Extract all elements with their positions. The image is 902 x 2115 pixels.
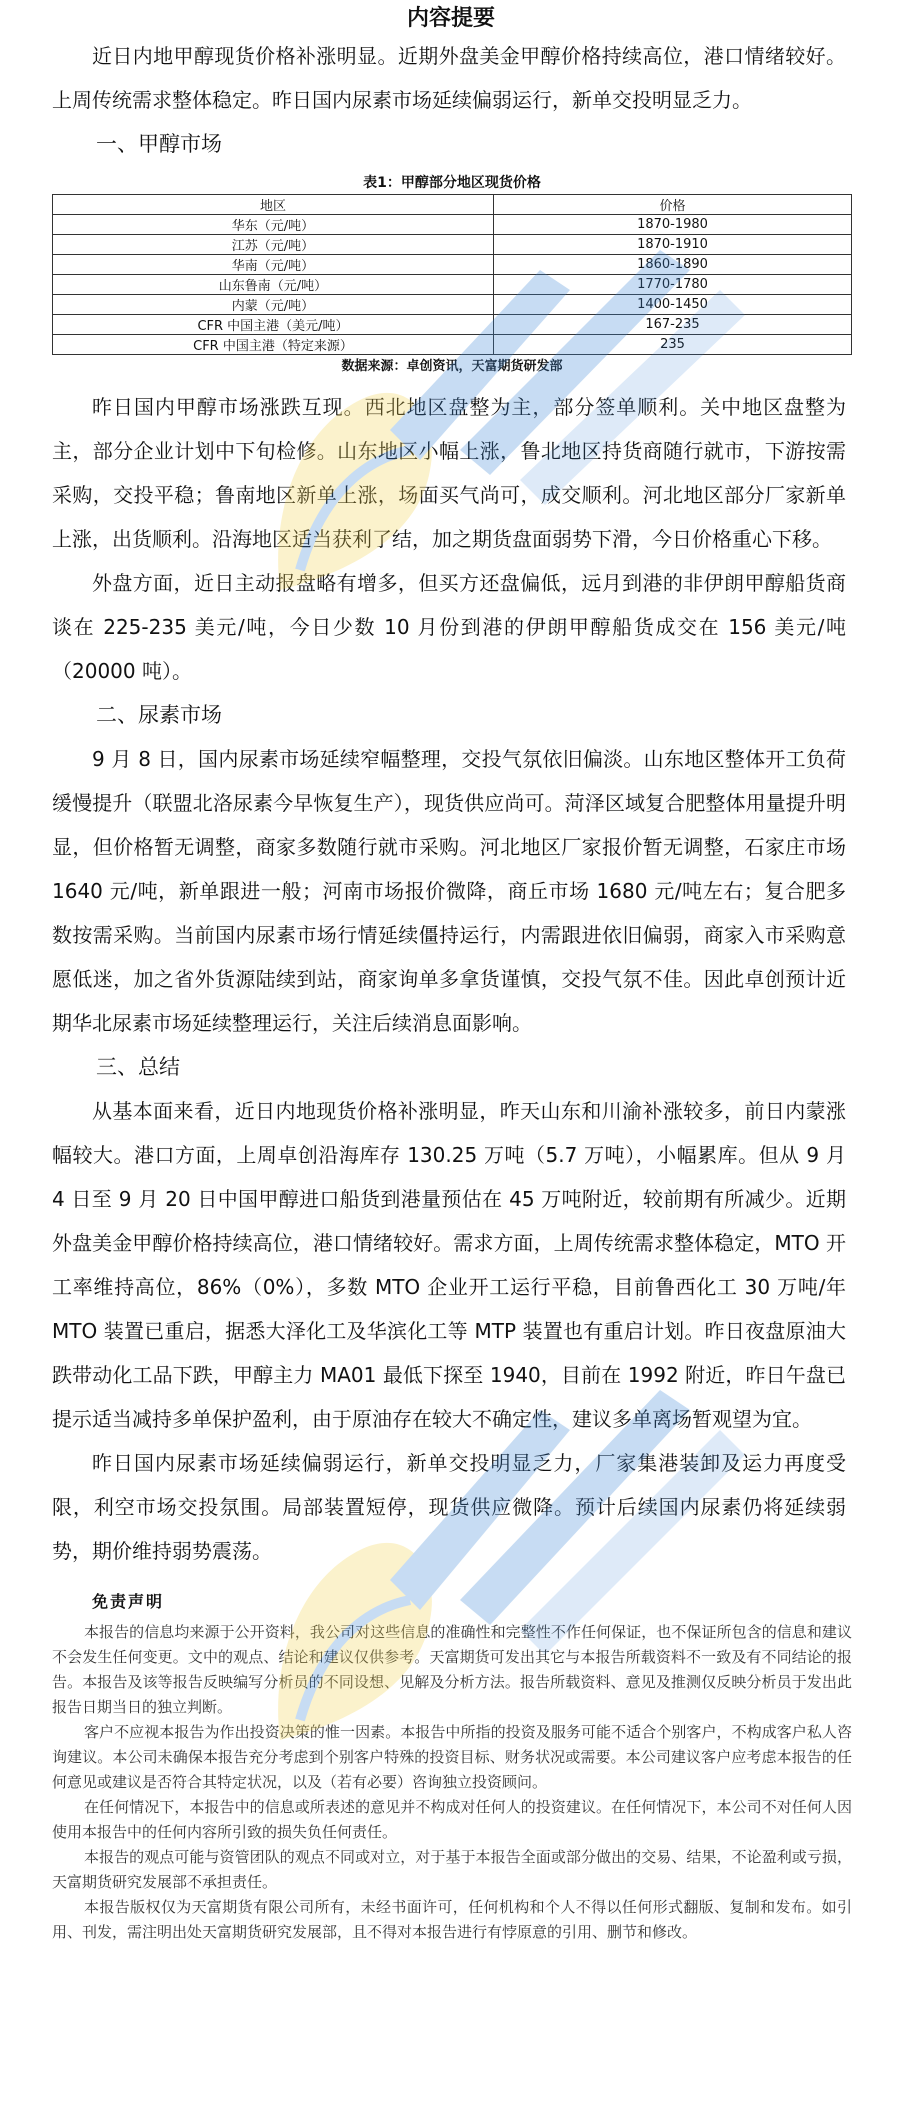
- region-cell: 华南（元/吨）: [53, 255, 494, 275]
- table-header-row: [53, 195, 852, 215]
- disclaimer-paragraph: 客户不应视本报告为作出投资决策的惟一因素。本报告中所指的投资及服务可能不适合个别客户，不构成客户私人咨询建议。本公司未确保本报告充分考虑到个别客户特殊的投资目标、财务状况或需要。本公司建议客户应考虑本报告的任何意见或建议是否符合其特定状况，以及（若有必要）咨询独立投资顾问。: [52, 1723, 852, 1791]
- price-cell: 235: [494, 335, 852, 355]
- summary-paragraph-urea: 昨日国内尿素市场延续偏弱运行，新单交投明显乏力，厂家集港装卸及运力再度受限，利空市场交投氛围。局部装置短停，现货供应微降。预计后续国内尿素仍将延续弱势，期价维持弱势震荡。: [52, 1451, 846, 1563]
- table-row: [53, 315, 852, 335]
- table-row: [53, 235, 852, 255]
- table-row: [53, 335, 852, 355]
- price-cell: 1770-1780: [494, 275, 852, 295]
- section-heading-summary: 三、总结: [96, 1055, 180, 1079]
- region-cell: 江苏（元/吨）: [53, 235, 494, 255]
- methanol-price-table-block: [52, 172, 852, 379]
- page-title: 内容提要: [406, 6, 495, 31]
- urea-paragraph: 9 月 8 日，国内尿素市场延续窄幅整理，交投气氛依旧偏淡。山东地区整体开工负荷缓慢提升（联盟北洛尿素今早恢复生产），现货供应尚可。菏泽区域复合肥整体用量提升明显，但价格暂无调整，商家多数随行就市采购。河北地区厂家报价暂无调整，石家庄市场 1640 元/吨，新单跟进一般；河南市场报价微降，商丘市场 1680 元/吨左右；复合肥多数按需采购。当前国内尿素市场行情延续僵持运行，内需跟进依旧偏弱，商家入市采购意愿低迷，加之省外货源陆续到站，商家询单多拿货谨慎，交投气氛不佳。因此卓创预计近期华北尿素市场延续整理运行，关注后续消息面影响。: [52, 747, 846, 1035]
- price-cell: 1870-1980: [494, 215, 852, 235]
- price-cell: 1870-1910: [494, 235, 852, 255]
- methanol-paragraph-overseas: 外盘方面，近日主动报盘略有增多，但买方还盘偏低，远月到港的非伊朗甲醇船货商谈在 225-235 美元/吨，今日少数 10 月份到港的伊朗甲醇船货成交在 156 美元/吨（20000 吨）。: [52, 571, 846, 683]
- table-caption: 表1：甲醇部分地区现货价格: [363, 175, 541, 191]
- methanol-paragraph-domestic: 昨日国内甲醇市场涨跌互现。西北地区盘整为主，部分签单顺利。关中地区盘整为主，部分企业计划中下旬检修。山东地区小幅上涨，鲁北地区持货商随行就市，下游按需采购，交投平稳；鲁南地区新单上涨，场面买气尚可，成交顺利。河北地区部分厂家新单上涨，出货顺利。沿海地区适当获利了结，加之期货盘面弱势下滑，今日价格重心下移。: [52, 395, 846, 551]
- region-cell: 山东鲁南（元/吨）: [53, 275, 494, 295]
- disclaimer-paragraph: 本报告的信息均来源于公开资料，我公司对这些信息的准确性和完整性不作任何保证，也不保证所包含的信息和建议不会发生任何变更。文中的观点、结论和建议仅供参考。天富期货可发出其它与本报告所载资料不一致及有不同结论的报告。本报告及该等报告反映编写分析员的不同设想、见解及分析方法。报告所载资料、意见及推测仅反映分析员于发出此报告日期当日的独立判断。: [52, 1623, 852, 1716]
- methanol-price-table: [52, 194, 852, 355]
- section-heading-urea: 二、尿素市场: [96, 703, 222, 727]
- intro-paragraph: 近日内地甲醇现货价格补涨明显。近期外盘美金甲醇价格持续高位，港口情绪较好。上周传统需求整体稳定。昨日国内尿素市场延续偏弱运行，新单交投明显乏力。: [52, 44, 846, 112]
- column-header-region: 地区: [53, 195, 494, 215]
- disclaimer-paragraph: 本报告的观点可能与资管团队的观点不同或对立，对于基于本报告全面或部分做出的交易、结果，不论盈利或亏损，天富期货研究发展部不承担责任。: [52, 1848, 852, 1891]
- table-source-note: 数据来源：卓创资讯，天富期货研发部: [341, 359, 563, 374]
- summary-paragraph-methanol: 从基本面来看，近日内地现货价格补涨明显，昨天山东和川渝补涨较多，前日内蒙涨幅较大。港口方面，上周卓创沿海库存 130.25 万吨（5.7 万吨），小幅累库。但从 9 月 4 日至 9 月 20 日中国甲醇进口船货到港量预估在 45 万吨附近，较前期有所减少。近期外盘美金甲醇价格持续高位，港口情绪较好。需求方面，上周传统需求整体稳定，MTO 开工率维持高位，86%（0%），多数 MTO 企业开工运行平稳，目前鲁西化工 30 万吨/年 MTO 装置已重启，据悉大泽化工及华滨化工等 MTP 装置也有重启计划。昨日夜盘原油大跌带动化工品下跌，甲醇主力 MA01 最低下探至 1940，目前在 1992 附近，昨日午盘已提示适当减持多单保护盈利，由于原油存在较大不确定性，建议多单离场暂观望为宜。: [52, 1099, 846, 1431]
- table-row: [53, 255, 852, 275]
- region-cell: 华东（元/吨）: [53, 215, 494, 235]
- price-cell: 1400-1450: [494, 295, 852, 315]
- column-header-price: 价格: [494, 195, 852, 215]
- table-row: [53, 275, 852, 295]
- region-cell: CFR 中国主港（特定来源）: [53, 335, 494, 355]
- section-heading-methanol: 一、甲醇市场: [96, 132, 222, 156]
- region-cell: 内蒙（元/吨）: [53, 295, 494, 315]
- disclaimer-paragraph: 在任何情况下，本报告中的信息或所表述的意见并不构成对任何人的投资建议。在任何情况下，本公司不对任何人因使用本报告中的任何内容所引致的损失负任何责任。: [52, 1798, 852, 1841]
- disclaimer-paragraph: 本报告版权仅为天富期货有限公司所有，未经书面许可，任何机构和个人不得以任何形式翻版、复制和发布。如引用、刊发，需注明出处天富期货研究发展部，且不得对本报告进行有悖原意的引用、删节和修改。: [52, 1898, 852, 1941]
- disclaimer-title: 免责声明: [92, 1592, 165, 1611]
- table-row: [53, 295, 852, 315]
- table-row: [53, 215, 852, 235]
- price-cell: 1860-1890: [494, 255, 852, 275]
- price-cell: 167-235: [494, 315, 852, 335]
- region-cell: CFR 中国主港（美元/吨）: [53, 315, 494, 335]
